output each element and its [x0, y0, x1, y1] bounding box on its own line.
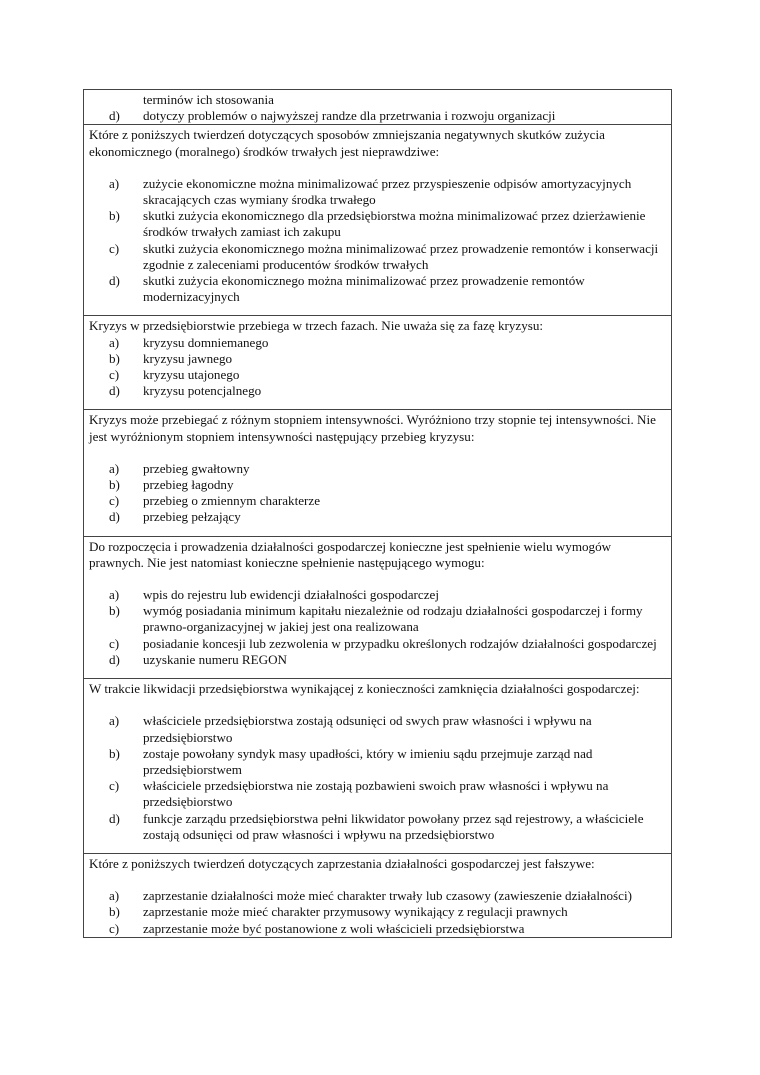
question-row — [84, 125, 672, 316]
answer-option — [89, 811, 666, 843]
answer-option — [89, 603, 666, 635]
option-letter: c) — [109, 493, 120, 509]
question-row — [84, 679, 672, 854]
option-text: właściciele przedsiębiorstwa zostają odsunięci od swych praw własności i wpływu na przedsiębiorstwo — [143, 713, 592, 745]
option-letter: a) — [109, 713, 120, 729]
option-text: funkcje zarządu przedsiębiorstwa pełni likwidator powołany przez sąd rejestrowy, a właściciele zostają odsunięci od praw własności i wpływu na przedsiębiorstwo — [143, 810, 644, 842]
option-text: zaprzestanie działalności może mieć charakter trwały lub czasowy (zawieszenie działalności) — [143, 888, 632, 904]
option-letter: c) — [109, 778, 120, 794]
option-letter: d) — [109, 810, 120, 826]
answer-options — [89, 587, 666, 668]
option-letter: b) — [109, 477, 120, 493]
question-cell — [84, 536, 672, 678]
option-continuation-text: terminów ich stosowania — [143, 92, 274, 107]
question-cell — [84, 679, 672, 854]
question-text: Kryzys może przebiegać z różnym stopniem intensywności. Wyróżniono trzy stopnie tej intensywności. Nie jest wyróżnionym stopniem intensywności następujący przebieg kryzysu: — [89, 412, 656, 444]
answer-option — [89, 636, 666, 652]
question-cell — [84, 316, 672, 410]
option-text: zostaje powołany syndyk masy upadłości, który w imieniu sądu przejmuje zarząd nad przedsiębiorstwem — [143, 745, 593, 777]
answer-option — [89, 904, 666, 920]
option-text: przebieg gwałtowny — [143, 460, 250, 476]
option-letter: d) — [109, 383, 120, 399]
question-cell — [84, 90, 672, 125]
answer-option — [89, 108, 666, 124]
option-text: wymóg posiadania minimum kapitału niezależnie od rodzaju działalności gospodarczej i formy prawno-organizacyjnej w jakiej jest ona realizowana — [143, 603, 643, 635]
answer-option — [89, 367, 666, 383]
option-text: uzyskanie numeru REGON — [143, 651, 287, 667]
answer-option — [89, 921, 666, 937]
option-letter: d) — [109, 651, 120, 667]
answer-option — [89, 273, 666, 305]
answer-option — [89, 652, 666, 668]
answer-option — [89, 778, 666, 810]
question-text: Kryzys w przedsiębiorstwie przebiega w trzech fazach. Nie uważa się za fazę kryzysu: — [89, 318, 544, 334]
option-text: wpis do rejestru lub ewidencji działalności gospodarczej — [143, 587, 439, 603]
option-text: kryzysu jawnego — [143, 350, 233, 366]
option-text: zużycie ekonomiczne można minimalizować przez przyspieszenie odpisów amortyzacyjnych skracających czas wymiany środka trwałego — [143, 175, 632, 208]
option-letter: a) — [109, 334, 120, 350]
answer-option — [89, 477, 666, 493]
question-text: W trakcie likwidacji przedsiębiorstwa wynikającej z konieczności zamknięcia działalności gospodarczej: — [89, 681, 640, 697]
option-letter: a) — [109, 175, 120, 191]
answer-option — [89, 241, 666, 273]
question-row — [84, 316, 672, 410]
question-cell — [84, 853, 672, 937]
option-text: właściciele przedsiębiorstwa nie zostają pozbawieni swoich praw własności i wpływu na przedsiębiorstwo — [143, 778, 609, 810]
question-text: Które z poniższych twierdzeń dotyczących sposobów zmniejszania negatywnych skutków zużycia ekonomicznego (moralnego) środków trwałych jest nieprawdziwe: — [89, 127, 605, 159]
question-cell — [84, 125, 672, 316]
option-text: przebieg łagodny — [143, 477, 234, 493]
option-letter: d) — [109, 273, 120, 289]
answer-option — [89, 461, 666, 477]
question-row — [84, 410, 672, 536]
answer-option — [89, 383, 666, 399]
option-text: zaprzestanie może być postanowione z woli właścicieli przedsiębiorstwa — [143, 920, 525, 936]
option-text: zaprzestanie może mieć charakter przymusowy wynikający z regulacji prawnych — [143, 904, 568, 920]
answer-option — [89, 176, 666, 208]
answer-options — [89, 713, 666, 843]
option-letter: b) — [109, 208, 120, 224]
option-letter: a) — [109, 460, 120, 476]
option-letter: d) — [109, 108, 120, 124]
option-text: posiadanie koncesji lub zezwolenia w przypadku określonych rodzajów działalności gospodarczej — [143, 635, 657, 651]
answer-option — [89, 713, 666, 745]
option-text: skutki zużycia ekonomicznego można minimalizować przez prowadzenie remontów i konserwacji zgodnie z zaleceniami producentów środków trwałych — [143, 240, 659, 272]
option-text: kryzysu domniemanego — [143, 334, 269, 350]
option-letter: b) — [109, 603, 120, 619]
question-row — [84, 853, 672, 937]
option-letter: a) — [109, 888, 120, 904]
option-text: przebieg pełzający — [143, 509, 241, 525]
option-text: skutki zużycia ekonomicznego dla przedsiębiorstwa można minimalizować przez dzierżawienie środków trwałych zamiast ich zakupu — [143, 208, 646, 240]
answer-options — [89, 176, 666, 306]
option-text: przebieg o zmiennym charakterze — [143, 493, 321, 509]
option-text: kryzysu potencjalnego — [143, 383, 262, 399]
answer-option — [89, 335, 666, 351]
answer-option — [89, 509, 666, 525]
question-row — [84, 536, 672, 678]
option-letter: a) — [109, 587, 120, 603]
answer-option — [89, 587, 666, 603]
option-letter: b) — [109, 904, 120, 920]
answer-options — [89, 335, 666, 400]
question-text: Które z poniższych twierdzeń dotyczących zaprzestania działalności gospodarczej jest fałszywe: — [89, 855, 595, 871]
question-table — [83, 89, 672, 938]
option-letter: b) — [109, 350, 120, 366]
answer-options — [89, 888, 666, 937]
option-letter: c) — [109, 920, 120, 936]
answer-option — [89, 208, 666, 240]
option-letter: c) — [109, 240, 120, 256]
answer-option — [89, 888, 666, 904]
option-text: kryzysu utajonego — [143, 367, 240, 383]
option-letter: c) — [109, 635, 120, 651]
question-row — [84, 90, 672, 125]
question-cell — [84, 410, 672, 536]
answer-option — [89, 493, 666, 509]
option-letter: d) — [109, 509, 120, 525]
option-text: skutki zużycia ekonomicznego można minimalizować przez prowadzenie remontów modernizacyjnych — [143, 273, 585, 305]
answer-option — [89, 746, 666, 778]
answer-options — [89, 461, 666, 526]
question-text: Do rozpoczęcia i prowadzenia działalności gospodarczej konieczne jest spełnienie wielu wymogów prawnych. Nie jest natomiast konieczne spełnienie następującego wymogu: — [89, 538, 612, 570]
answer-options — [89, 108, 666, 124]
answer-option — [89, 351, 666, 367]
option-text: dotyczy problemów o najwyższej randze dla przetrwania i rozwoju organizacji — [143, 108, 556, 124]
option-letter: c) — [109, 367, 120, 383]
option-letter: b) — [109, 745, 120, 761]
